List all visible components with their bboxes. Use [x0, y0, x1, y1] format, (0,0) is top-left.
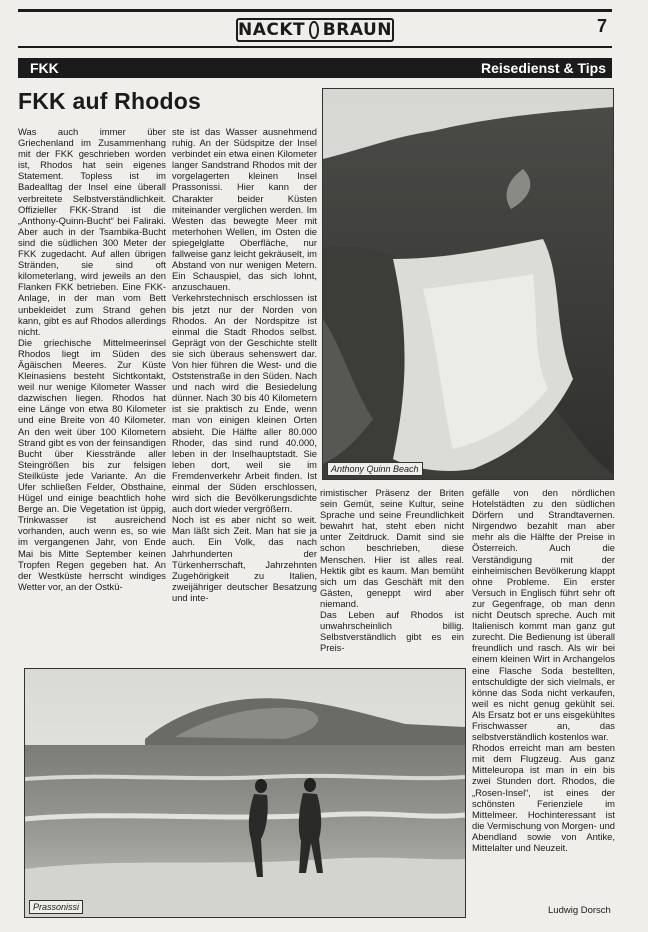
column-4-text: gefälle von den nördlichen Hotelstädten zu den südlichen Dörfern und Strandtavernen. Nirgendwo bezahlt man aber mehr als die Hälfte der Preise in Österreich. Auch die Verständigung mit der einheimischen Bevölkerung klappt ohne Probleme. Ein erster Versuch in Englisch führt sehr oft zur Gegenfrage, ob man denn nicht Deutsch spreche. Auch mit Italienisch kommt man ganz gut zurecht. Die Bedienung ist überall freundlich und rasch. Als wir bei einem kleinen Wirt in Archangelos eine Flasche Soda bestellten, entschuldigte der sich vielmals, er könne das Soda nicht verkaufen, weil es nicht genug gekühlt sei. Als Ersatz bot er uns eisgekühltes Frischwasser an, das selbstverständlich kostenlos war. Rhodos erreicht man am besten mit dem Flugzeug. Aus ganz Mitteleuropa ist man in ein bis zwei Stunden dort. Rhodos, die „Rosen-Insel“, ist eines der schönsten Ferienziele im Mittelmeer. Hochinteressant ist die Vermischung von Morgen- und Abendland sowie von Antike, Mittelalter und Neuzeit.	[472, 487, 615, 853]
magazine-logo	[236, 18, 394, 42]
caption-prassonissi: Prassonissi	[29, 900, 83, 914]
section-bar	[18, 58, 612, 78]
column-2-text: ste ist das Wasser ausnehmend ruhig. An der Südspitze der Insel verbindet ein etwa einen Kilometer langer Sandstrand Rhodos mit der vorgelagerten kleinen Insel Prassonissi. Hier kann der Charakter beider Küsten miteinander verglichen werden. Im Westen das bewegte Meer mit meterhohen Wellen, im Osten die spiegelglatte Oberfläche, nur fallweise ganz leicht gekräuselt, im Abstand von nur wenigen Metern. Ein Schauspiel, das sich lohnt, anzuschauen. Verkehrstechnisch erschlossen ist bis jetzt nur der Norden von Rhodos. An der Nordspitze ist einmal die Stadt Rhodos selbst. Geprägt von der Geschichte stellt sie sich überaus sehenswert dar. Von hier führen die West- und die Oststenstraße in den Süden. Nach und nach wird die Besiedelung dünner. Nach 30 bis 40 Kilometern ist sie praktisch zu Ende, wenn man von einigen kleinen Orten absieht. Die Hälfte aller 80.000 Rhoder, das sind rund 40.000, leben in der Inselhauptstadt. Sie leben dort, weil sie im Fremdenverkehr Arbeit finden. Ist einmal der Süden erschlossen, wird sich die Bevölkerungsdichte auch dort wieder vergrößern. Noch ist es aber nicht so weit. Man läßt sich Zeit. Man hat sie ja auch. Ein Volk, das nach Jahrhunderten der Türkenherrschaft, Jahrzehnten Zugehörigkeit zu Italien, zweijähriger deutscher Besatzung und inte-	[172, 126, 317, 603]
masthead-bottom-rule	[18, 46, 612, 48]
section-category: Reisedienst & Tips	[480, 60, 606, 76]
column-1-text: Was auch immer über Griechenland im Zusammenhang mit der FKK geschrieben worden ist, Rhodos hat sein eigenes Statement. Topless ist im Badealltag der Insel eine überall verbreitete Selbstverständlichkeit. Offizieller FKK-Strand ist die „Anthony-Quinn-Bucht“ bei Faliraki. Aber auch in der Tsambika-Bucht sind die südlichen 300 Meter der FKK zugedacht. Auf allen übrigen Stränden, sie sind oft kilometerlang, wird jeweils an den Flanken FKK betrieben. Eine FKK-Anlage, in der man vom Bett unbekleidet zum Strand gehen kann, gibt es auf Rhodos allerdings nicht. Die griechische Mittelmeerinsel Rhodos liegt im Süden des Ägäischen Meeres. Zur Küste Kleinasiens besteht Sichtkontakt, weil nur wenige Kilometer Wasser dazwischen liegen. Rhodos hat eine Länge von etwa 80 Kilometer und eine Breite von 40 Kilometer. An den weit über 100 Kilometern Strand gibt es von der feinsandigen Bucht über Kiesstrände aller Steingrößen bis zur felsigen Steilküste jede Variante. An die Ufer schließen Felder, Obsthaine, Hügel und einige beachtlich hohe Berge an. Die Vegetation ist üppig, Trinkwasser ist ausreichend vorhanden, auch wenn es, so wie im vergangenen Jahr, von Ende Mai bis Mitte September keinen Tropfen Regen gegeben hat. An der Westküste herrscht windiges Wetter vor, an der Ostkü-	[18, 126, 166, 592]
section-label: FKK	[30, 60, 59, 76]
sun-wave-icon	[309, 21, 319, 39]
logo-right-text: BRAUN	[322, 20, 392, 40]
photo-anthony-quinn-beach	[322, 88, 614, 480]
page-number: 7	[597, 16, 608, 36]
column-3-text: rimistischer Präsenz der Briten sein Gemüt, seine Kultur, seine Sprache und seine Freundlichkeit bewahrt hat, steht eben nicht unter Zeitdruck. Damit sind sie schon beschrieben, diese Menschen. Hier ist alles real. Hektik gibt es kaum. Man bemüht sich um das Geschäft mit den Gästen, geneppt wird aber niemand. Das Leben auf Rhodos ist unwahrscheinlich billig. Selbstverständlich gibt es ein Preis-	[320, 487, 464, 654]
author-name: Ludwig Dorsch	[548, 905, 611, 916]
article-column-4	[472, 487, 615, 907]
prassonissi-illustration	[25, 669, 465, 917]
beach-illustration	[323, 89, 613, 479]
article-column-3	[320, 487, 464, 667]
logo-left-text: NACKT	[238, 20, 306, 40]
masthead-top-rule	[18, 9, 612, 12]
caption-anthony-quinn-beach: Anthony Quinn Beach	[327, 462, 423, 476]
article-title: FKK auf Rhodos	[18, 88, 201, 114]
photo-prassonissi	[24, 668, 466, 918]
